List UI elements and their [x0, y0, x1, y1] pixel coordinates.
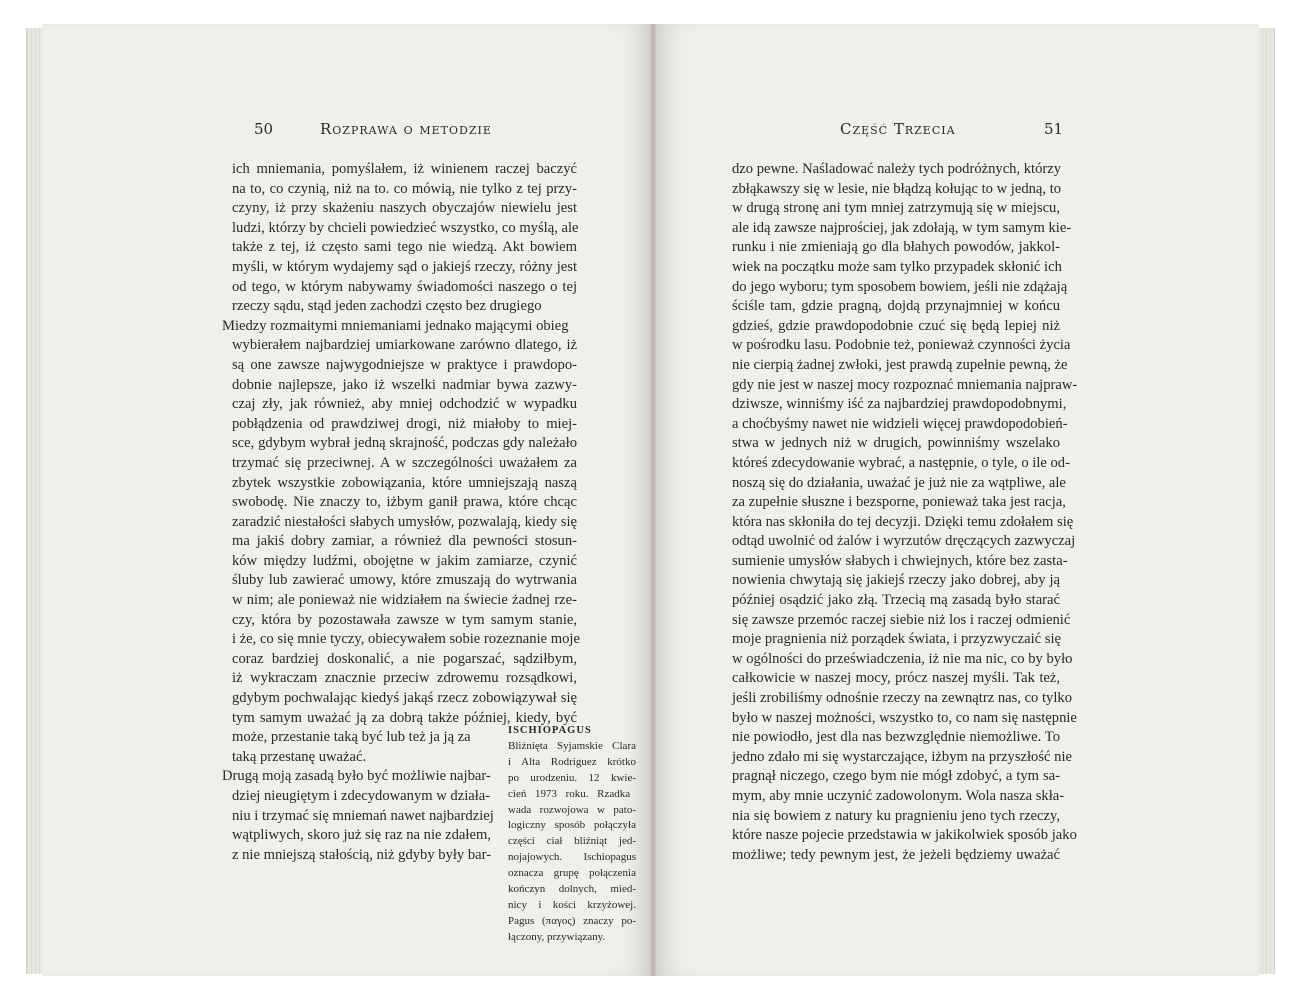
left-folio: 50	[254, 120, 274, 138]
text-line: dobnie najlepsze, jako iż wszelki nadmiar bywa zazwy-	[232, 376, 577, 393]
text-line: ściśle tam, gdzie pragną, dojdą przynajmniej w końcu	[732, 298, 1060, 315]
text-line: moje pragnienia niż porządek świata, i przyzwyczaić się	[732, 631, 1062, 648]
text-line: gdzieś, gdzie prawdopodobnie czuć się będą lepiej niż	[732, 317, 1060, 334]
text-line: zaradzić niestałości słabych umysłów, pozwalają, kiedy się	[232, 513, 577, 530]
text-line: nie cierpią żadnej zwłoki, jest prawdą zupełnie pewną, że	[732, 356, 1068, 373]
text-line: się zawsze przemóc raczej siebie niż los i raczej odmienić	[732, 611, 1071, 628]
text-line: noszą się do działania, uważać je już nie za wątpliwe, ale	[732, 474, 1066, 491]
text-line: rzeczy sądu, stąd jeden zachodzi często bez drugiego	[232, 298, 542, 315]
text-line: nowienia chwytają się jakiejś rzeczy jako dobrej, aby ją	[732, 572, 1060, 589]
text-line: niu i trzymać się mniemań nawet najbardziej	[232, 807, 494, 824]
text-line: dziwsze, winniśmy iść za najbardziej prawdopodobnymi,	[732, 396, 1067, 413]
text-line: od tego, w którym nabywamy świadomości naszego o tej	[232, 278, 577, 295]
sidenote	[508, 723, 638, 946]
text-line: części ciał bliźniąt jed-	[508, 835, 636, 848]
text-line: czaj zły, jak również, aby mniej odchodzić w wypadku	[232, 396, 577, 413]
text-line: dzo pewne. Naśladować należy tych podróżnych, którzy	[732, 161, 1062, 177]
text-line: wątpliwych, skoro już się raz na nie zdałem,	[232, 827, 491, 844]
text-line: zbytek wszystkie zobowiązania, które umniejszają naszą	[232, 474, 577, 491]
text-line: stwa w jednych niż w drugich, powinniśmy wszelako	[732, 435, 1060, 452]
text-line: zbłąkawszy się w lesie, nie błądzą kołując to w jedną, to	[732, 180, 1062, 197]
text-line: sumienie umysłów słabych i chwiejnych, które bez zasta-	[732, 552, 1068, 569]
text-line: w drugą stronę ani tym mniej zatrzymują się w miejscu,	[732, 200, 1060, 217]
text-line: nicy i kości krzyżowej.	[508, 898, 636, 911]
text-line: pobłądzenia od prawdziwej drogi, niż miałoby to miej-	[232, 415, 577, 432]
text-line: a choćbyśmy nawet nie widzieli więcej prawdopodobień-	[732, 415, 1068, 432]
text-line: kończyn dolnych, mied-	[508, 883, 636, 896]
text-line: gdybym pochwalając kiedyś jakąś rzecz zobowiązywał się	[232, 690, 577, 707]
text-line: któreś zdecydowanie wybrać, a następnie, o tyle, o ile od-	[732, 454, 1070, 471]
text-line: śluby lub zawierać umowy, które zmuszają do wytrwania	[232, 572, 577, 589]
text-line: pragnął niczego, czego bym nie mógł zdobyć, a tym sa-	[732, 768, 1060, 785]
text-line: mym, aby mnie uczynić zadowolonym. Wola nasza skła-	[732, 788, 1065, 804]
text-line: Bliźnięta Syjamskie Clara	[508, 739, 636, 752]
text-line: ma jakiś dobry zamiar, a również dla pewności stosun-	[232, 533, 577, 550]
text-line: runku i nie zmieniają go dla błahych powodów, jakkol-	[732, 239, 1060, 256]
text-line: sce, gdybym wybrał jedną skrajność, podczas gdy należało	[232, 435, 577, 452]
text-line: myśli, w którym wydajemy sąd o jakiejś rzeczy, różny jest	[232, 258, 577, 275]
text-line: odtąd uwolnić od żalów i wyrzutów dręczących zazwyczaj	[732, 533, 1076, 550]
text-line: ale idą zawsze najprościej, jak zdołają, w tym samym kie-	[732, 219, 1072, 236]
book-spine	[650, 24, 656, 976]
text-line: jedno zdało mi się wystarczające, iżbym na przyszłość nie	[732, 748, 1072, 765]
left-running-head: Rozprawa o metodzie	[320, 120, 492, 138]
text-line: z nie mniejszą stałością, niż gdyby były bar-	[232, 846, 492, 863]
text-line: Drugą moją zasadą było być możliwie najbar-	[222, 768, 491, 785]
text-line: Miedzy rozmaitymi mniemaniami jednako mającymi obieg	[222, 317, 569, 334]
text-line: nojajowych. Ischiopagus	[508, 851, 636, 864]
text-line: łączony, przywiązany.	[508, 930, 606, 943]
text-line: ludzi, którzy by chcieli powiedzieć wszystko, co myślą, ale	[232, 219, 579, 236]
text-line: czyny, iż przy skażeniu naszych obyczajów niewielu jest	[232, 200, 577, 217]
text-line: taką przestanę uważać.	[232, 748, 367, 765]
sidenote-title: ISCHIOPAGUS	[508, 725, 592, 736]
text-line: po urodzeniu. 12 kwie-	[508, 771, 636, 784]
text-line: w nim; ale ponieważ nie widziałem na świecie żadnej rze-	[232, 592, 577, 609]
text-line: czy, która by pozostawała zawsze w tym samym stanie,	[232, 611, 577, 628]
right-body-text	[732, 160, 1078, 865]
text-line: logiczny sposób połączyła	[508, 819, 636, 832]
text-line: tym samym uważać ją za dobrą także później, kiedy, być	[232, 709, 577, 726]
text-line: nie powiodło, jest dla nas bezwzględnie niemożliwe. To	[732, 729, 1060, 746]
text-line: są one zawsze najwygodniejsze w praktyce i prawdopo-	[232, 356, 577, 373]
text-line: także z tej, iż często sami tego nie wiedzą. Akt bowiem	[232, 239, 577, 256]
sidenote-body	[508, 739, 638, 946]
text-line: możliwe; tedy pewnym jest, że jeżeli będziemy uważać	[732, 846, 1060, 863]
text-line: za zupełnie słuszne i bezsporne, ponieważ taka jest racja,	[732, 494, 1066, 511]
text-line: w ogólności do przeświadczenia, iż nie ma nic, co by było	[732, 650, 1073, 667]
text-line: na to, co czynią, niż na to. co mówią, nie tylko z tej przy-	[232, 180, 577, 197]
text-line: i Alta Rodriguez krótko	[508, 755, 636, 768]
text-line: wiek na początku może sam tylko przypadek skłonić ich	[732, 258, 1062, 275]
text-line: dziej nieugiętym i zdecydowanym w działa-	[232, 788, 491, 804]
right-running-head: Część Trzecia	[840, 120, 956, 138]
text-line: całkowicie w naszej mocy, prócz naszej myśli. Tak też,	[732, 670, 1060, 687]
text-line: Pagus (παγος) znaczy po-	[508, 914, 636, 927]
text-line: do jego wyboru; tym sposobem bowiem, jeśli nie zdążają	[732, 278, 1068, 295]
text-line: gdy nie jest w naszej mocy rozpoznać mniemania najpraw-	[732, 376, 1078, 393]
text-line: wada rozwojowa w pato-	[508, 803, 636, 816]
text-line: iż wykraczam znacznie przeciw zdrowemu rozsądkowi,	[232, 670, 577, 687]
right-folio: 51	[1044, 120, 1064, 138]
text-line: jeśli zrobiliśmy odnośnie rzeczy na zewnątrz nas, co tylko	[732, 690, 1073, 707]
text-line: ków między ludźmi, obojętne w jakim zamiarze, czynić	[232, 552, 577, 569]
text-line: coraz bardziej doskonalić, a nie pogarszać, sądziłbym,	[232, 650, 577, 667]
text-line: i że, co się mnie tyczy, obiecywałem sobie rozeznanie moje	[232, 631, 580, 648]
text-line: które nasze pojecie przedstawia w jakikolwiek sposób jako	[732, 827, 1077, 844]
text-line: oznacza grupę połączenia	[508, 867, 636, 880]
text-line: było w naszej możności, wszystko to, co nam się następnie	[732, 709, 1077, 726]
text-line: trzymać się przeciwnej. A w szczególności uważałem za	[232, 454, 577, 471]
text-line: później osądzić jako złą. Trzecią mą zasadą było starać	[732, 592, 1060, 609]
text-line: w pośrodku lasu. Podobnie też, ponieważ czynności życia	[732, 337, 1071, 354]
text-line: która nas skłoniła do tej decyzji. Dzięki temu zdołałem się	[732, 513, 1074, 530]
text-line: cień 1973 roku. Rzadka	[508, 787, 631, 800]
text-line: swobodę. Nie znaczy to, iżbym ganił prawa, które chcąc	[232, 494, 577, 511]
text-line: wybierałem najbardziej umiarkowane zarówno dlatego, iż	[232, 337, 577, 354]
text-line: nia się bowiem z natury ku pragnieniu jeno tych rzeczy,	[732, 807, 1060, 824]
text-line: ich mniemania, pomyślałem, iż winienem raczej baczyć	[232, 161, 577, 177]
text-line: może, przestanie taką być lub też ja ją za	[232, 729, 471, 746]
